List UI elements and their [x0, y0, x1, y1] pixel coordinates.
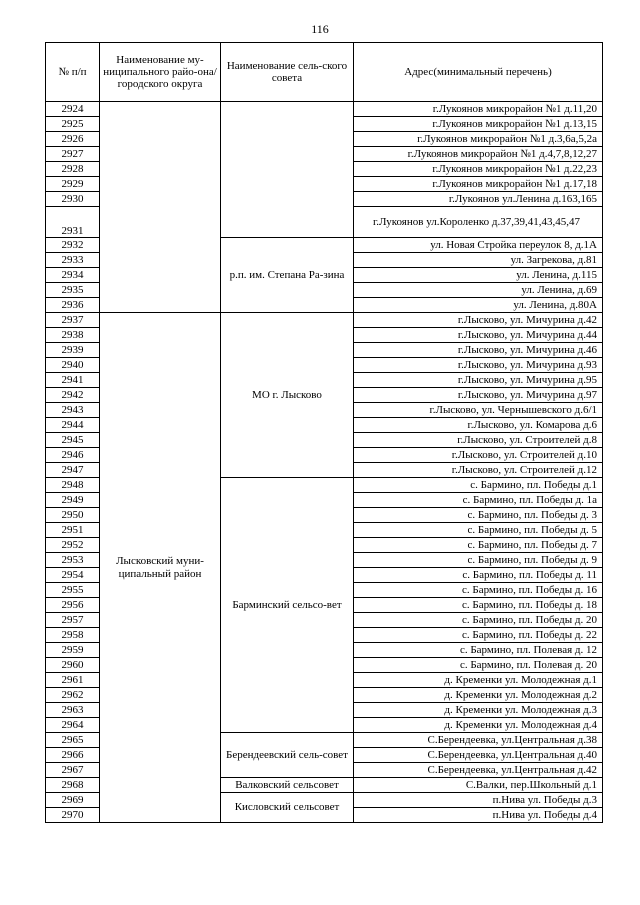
- row-number: 2943: [46, 403, 100, 418]
- row-number: 2942: [46, 388, 100, 403]
- row-number: 2969: [46, 793, 100, 808]
- address-cell: д. Кременки ул. Молодежная д.2: [354, 688, 603, 703]
- address-cell: С.Берендеевка, ул.Центральная д.42: [354, 763, 603, 778]
- council-cell: Валковский сельсовет: [221, 778, 354, 793]
- address-cell: г.Лысково, ул. Комарова д.6: [354, 418, 603, 433]
- row-number: 2967: [46, 763, 100, 778]
- address-cell: с. Бармино, пл. Победы д. 18: [354, 598, 603, 613]
- address-cell: ул. Новая Стройка переулок 8, д.1А: [354, 238, 603, 253]
- row-number: 2941: [46, 373, 100, 388]
- address-cell: г.Лысково, ул. Мичурина д.93: [354, 358, 603, 373]
- row-number: 2968: [46, 778, 100, 793]
- table-body: [46, 102, 603, 823]
- row-number: 2970: [46, 808, 100, 823]
- address-cell: с. Бармино, пл. Победы д. 11: [354, 568, 603, 583]
- row-number: 2958: [46, 628, 100, 643]
- row-number: 2936: [46, 298, 100, 313]
- address-cell: г.Лукоянов микрорайон №1 д.4,7,8,12,27: [354, 147, 603, 162]
- row-number: 2927: [46, 147, 100, 162]
- address-cell: с. Бармино, пл. Победы д. 16: [354, 583, 603, 598]
- table-header-row: [46, 43, 603, 102]
- table-row: [46, 102, 603, 117]
- address-table: [45, 42, 603, 823]
- row-number: 2956: [46, 598, 100, 613]
- address-cell: с. Бармино, пл. Победы д. 22: [354, 628, 603, 643]
- row-number: 2945: [46, 433, 100, 448]
- address-cell: с. Бармино, пл. Победы д. 5: [354, 523, 603, 538]
- row-number: 2938: [46, 328, 100, 343]
- row-number: 2930: [46, 192, 100, 207]
- row-number: 2964: [46, 718, 100, 733]
- address-cell: с. Бармино, пл. Полевая д. 12: [354, 643, 603, 658]
- row-number: 2952: [46, 538, 100, 553]
- address-cell: п.Нива ул. Победы д.3: [354, 793, 603, 808]
- row-number: 2959: [46, 643, 100, 658]
- address-cell: с. Бармино, пл. Победы д. 7: [354, 538, 603, 553]
- row-number: 2951: [46, 523, 100, 538]
- row-number: 2950: [46, 508, 100, 523]
- row-number: 2948: [46, 478, 100, 493]
- row-number: 2935: [46, 283, 100, 298]
- row-number: 2933: [46, 253, 100, 268]
- council-cell: р.п. им. Степана Ра-зина: [221, 238, 354, 313]
- row-number: 2925: [46, 117, 100, 132]
- address-cell: ул. Загрекова, д.81: [354, 253, 603, 268]
- council-cell: Барминский сельсо-вет: [221, 478, 354, 733]
- address-cell: г.Лысково, ул. Строителей д.12: [354, 463, 603, 478]
- address-cell: г.Лукоянов микрорайон №1 д.11,20: [354, 102, 603, 117]
- address-cell: п.Нива ул. Победы д.4: [354, 808, 603, 823]
- row-number: 2955: [46, 583, 100, 598]
- address-cell: ул. Ленина, д.69: [354, 283, 603, 298]
- row-number: 2944: [46, 418, 100, 433]
- address-cell: г.Лысково, ул. Мичурина д.46: [354, 343, 603, 358]
- address-cell: с. Бармино, пл. Полевая д. 20: [354, 658, 603, 673]
- address-cell: г.Лукоянов микрорайон №1 д.3,6а,5,2а: [354, 132, 603, 147]
- address-cell: г.Лукоянов микрорайон №1 д.17,18: [354, 177, 603, 192]
- row-number: 2924: [46, 102, 100, 117]
- address-cell: с. Бармино, пл. Победы д. 3: [354, 508, 603, 523]
- row-number: 2934: [46, 268, 100, 283]
- row-number: 2961: [46, 673, 100, 688]
- address-cell: г.Лукоянов микрорайон №1 д.13,15: [354, 117, 603, 132]
- row-number: 2965: [46, 733, 100, 748]
- address-cell: С.Берендеевка, ул.Центральная д.40: [354, 748, 603, 763]
- district-cell: [100, 102, 221, 313]
- district-cell: Лысковский муни-ципальный район: [100, 313, 221, 823]
- row-number: 2928: [46, 162, 100, 177]
- address-cell: д. Кременки ул. Молодежная д.3: [354, 703, 603, 718]
- row-number: 2963: [46, 703, 100, 718]
- row-number: 2932: [46, 238, 100, 253]
- row-number: 2953: [46, 553, 100, 568]
- address-cell: г.Лукоянов ул.Ленина д.163,165: [354, 192, 603, 207]
- row-number: 2929: [46, 177, 100, 192]
- row-number: 2947: [46, 463, 100, 478]
- row-number: 2949: [46, 493, 100, 508]
- address-cell: г.Лысково, ул. Строителей д.8: [354, 433, 603, 448]
- header-district: Наименование му-ниципального райо-она/ городского округа: [100, 43, 221, 102]
- page-number: 116: [311, 22, 329, 36]
- row-number: 2960: [46, 658, 100, 673]
- council-cell: [221, 102, 354, 238]
- address-cell: г.Лысково, ул. Чернышевского д.6/1: [354, 403, 603, 418]
- row-number: 2954: [46, 568, 100, 583]
- address-cell: г.Лысково, ул. Мичурина д.95: [354, 373, 603, 388]
- header-num: № п/п: [46, 43, 100, 102]
- row-number: 2931: [46, 207, 100, 238]
- row-number: 2937: [46, 313, 100, 328]
- council-cell: Кисловский сельсовет: [221, 793, 354, 823]
- address-cell: ул. Ленина, д.80А: [354, 298, 603, 313]
- address-cell: г.Лысково, ул. Мичурина д.42: [354, 313, 603, 328]
- header-council: Наименование сель-ского совета: [221, 43, 354, 102]
- row-number: 2939: [46, 343, 100, 358]
- address-cell: с. Бармино, пл. Победы д. 9: [354, 553, 603, 568]
- table-row: [46, 313, 603, 328]
- council-cell: Берендеевский сель-совет: [221, 733, 354, 778]
- council-cell: МО г. Лысково: [221, 313, 354, 478]
- address-cell: г.Лысково, ул. Строителей д.10: [354, 448, 603, 463]
- row-number: 2926: [46, 132, 100, 147]
- address-cell: с. Бармино, пл. Победы д. 20: [354, 613, 603, 628]
- row-number: 2946: [46, 448, 100, 463]
- address-cell: ул. Ленина, д.115: [354, 268, 603, 283]
- address-cell: С.Валки, пер.Школьный д.1: [354, 778, 603, 793]
- row-number: 2957: [46, 613, 100, 628]
- address-cell: г.Лысково, ул. Мичурина д.97: [354, 388, 603, 403]
- row-number: 2940: [46, 358, 100, 373]
- row-number: 2966: [46, 748, 100, 763]
- row-number: 2962: [46, 688, 100, 703]
- address-cell: д. Кременки ул. Молодежная д.4: [354, 718, 603, 733]
- address-cell: г.Лысково, ул. Мичурина д.44: [354, 328, 603, 343]
- address-cell: г.Лукоянов микрорайон №1 д.22,23: [354, 162, 603, 177]
- address-cell: С.Берендеевка, ул.Центральная д.38: [354, 733, 603, 748]
- address-cell: г.Лукоянов ул.Короленко д.37,39,41,43,45,47: [354, 207, 603, 238]
- address-cell: д. Кременки ул. Молодежная д.1: [354, 673, 603, 688]
- header-address: Адрес(минимальный перечень): [354, 43, 603, 102]
- address-cell: с. Бармино, пл. Победы д. 1а: [354, 493, 603, 508]
- address-cell: с. Бармино, пл. Победы д.1: [354, 478, 603, 493]
